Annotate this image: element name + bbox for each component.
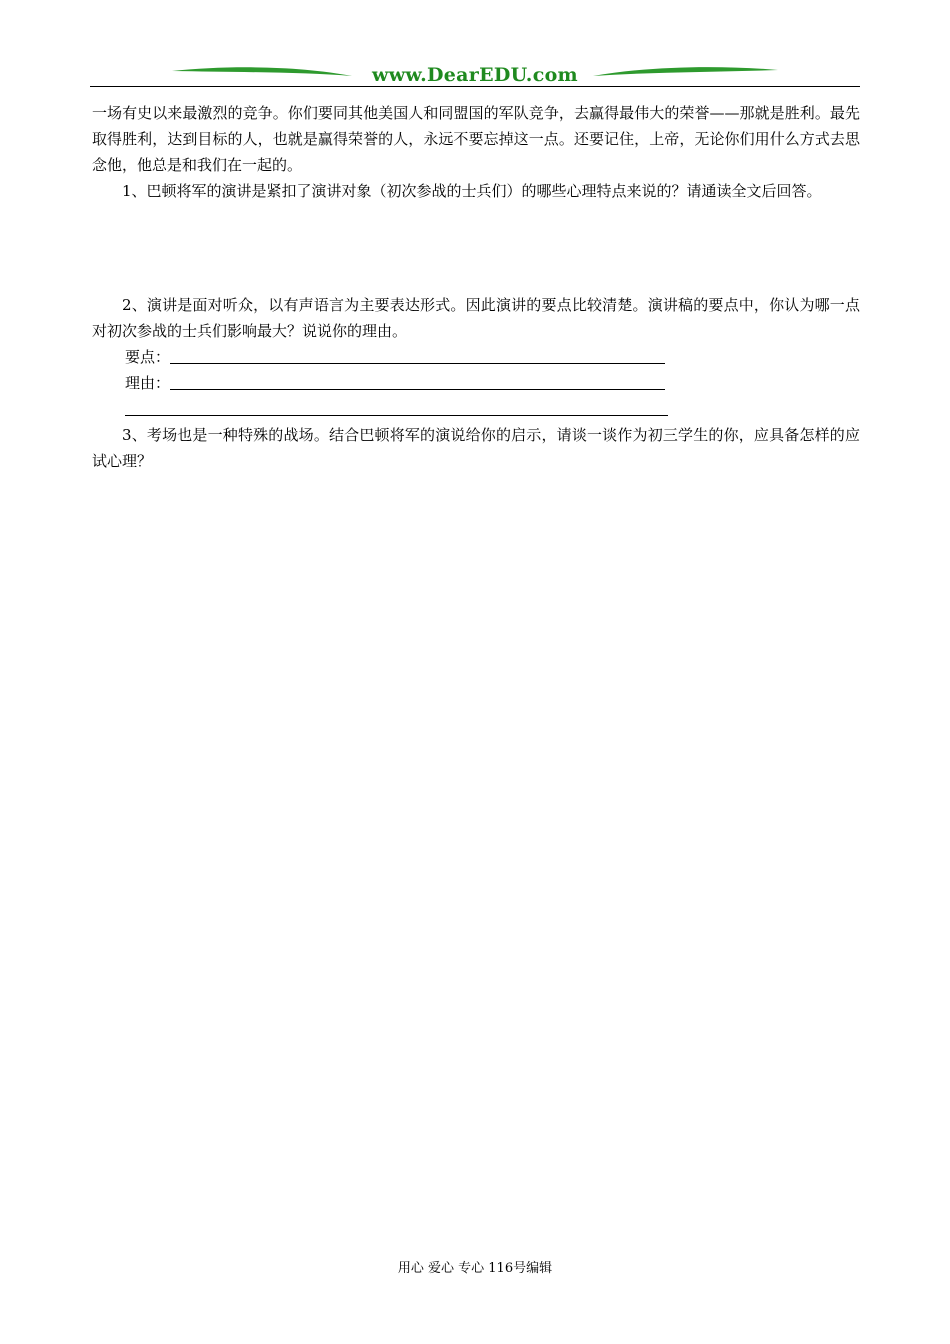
passage-continuation: 一场有史以来最激烈的竞争。你们要同其他美国人和同盟国的军队竞争，去赢得最伟大的荣誉——那就是胜利。最先取得胜利，达到目标的人，也就是赢得荣誉的人，永远不要忘掉这一点。还要记住，上帝，无论你们用什么方式去思念他，他总是和我们在一起的。 xyxy=(92,104,860,174)
question-2: 2、演讲是面对听众，以有声语言为主要表达形式。因此演讲的要点比较清楚。演讲稿的要点中，你认为哪一点对初次参战的士兵们影响最大？说说你的理由。 xyxy=(92,296,860,340)
site-header-banner xyxy=(90,60,860,88)
reason-answer-line-2 xyxy=(92,396,860,422)
reason-label: 理由： xyxy=(125,374,171,392)
answer-space-1 xyxy=(92,204,860,292)
document-body xyxy=(92,100,860,474)
reason-blank-2[interactable] xyxy=(125,415,668,416)
question-3: 3、考场也是一种特殊的战场。结合巴顿将军的演说给你的启示，请谈一谈作为初三学生的你，应具备怎样的应试心理？ xyxy=(92,426,860,470)
point-blank[interactable] xyxy=(170,363,665,364)
question-1: 1、巴顿将军的演讲是紧扣了演讲对象（初次参战的士兵们）的哪些心理特点来说的？请通读全文后回答。 xyxy=(122,182,822,200)
page-footer: 用心 爱心 专心 116号编辑 xyxy=(397,1261,553,1276)
reason-answer-line xyxy=(92,370,860,396)
point-label: 要点： xyxy=(125,348,171,366)
header-divider xyxy=(90,86,860,87)
site-logo-text: www.DearEDU.com xyxy=(372,64,578,86)
point-answer-line xyxy=(92,344,860,370)
reason-blank[interactable] xyxy=(170,389,665,390)
